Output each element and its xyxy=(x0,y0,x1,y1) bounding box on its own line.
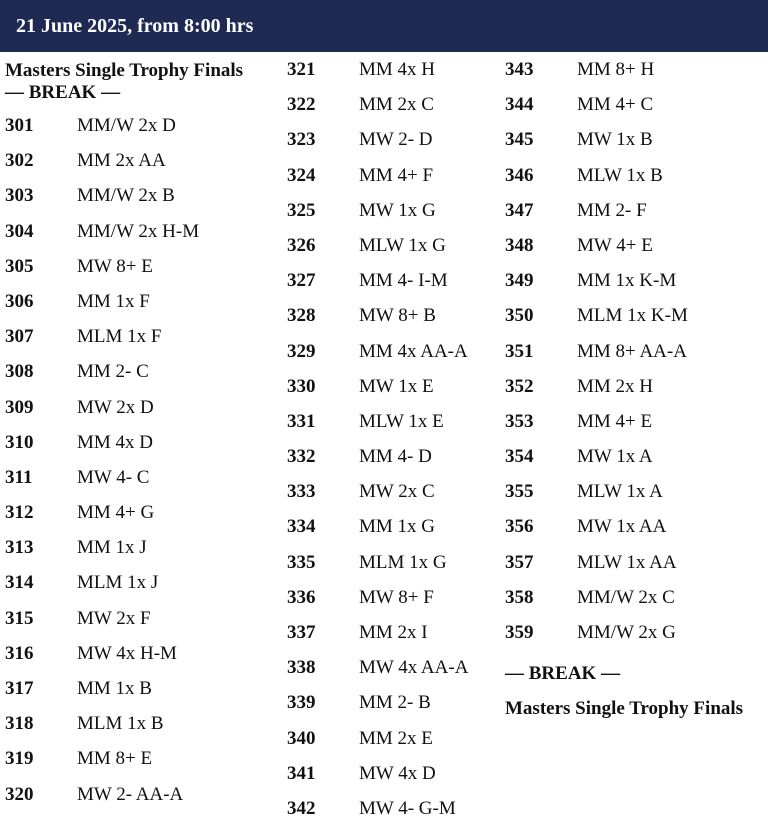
race-event: MW 2x D xyxy=(77,396,154,418)
race-row xyxy=(287,756,497,791)
race-row xyxy=(505,87,768,122)
race-number: 327 xyxy=(287,270,316,292)
race-row xyxy=(505,439,768,474)
race-event: MM/W 2x G xyxy=(577,622,676,643)
race-event: MM 4x D xyxy=(77,431,154,453)
race-row xyxy=(505,580,768,615)
race-number: 347 xyxy=(505,199,534,221)
race-number: 339 xyxy=(287,692,316,714)
race-number: 343 xyxy=(505,59,534,80)
race-row xyxy=(287,685,497,720)
race-event: MM/W 2x H-M xyxy=(77,220,200,242)
race-event: MW 8+ F xyxy=(359,586,434,608)
race-event: MM 4- D xyxy=(359,446,432,468)
race-number: 302 xyxy=(5,150,34,172)
race-number: 342 xyxy=(287,797,316,819)
race-event: MM 4- I-M xyxy=(359,270,448,292)
race-number: 322 xyxy=(287,94,316,116)
race-number: 311 xyxy=(5,466,33,488)
race-row xyxy=(505,52,768,87)
race-number: 310 xyxy=(5,431,34,453)
race-row xyxy=(5,706,280,741)
race-row xyxy=(5,460,280,495)
race-row xyxy=(287,52,497,87)
race-event: MLW 1x AA xyxy=(577,551,677,573)
race-number: 325 xyxy=(287,199,316,221)
race-event: MW 1x AA xyxy=(577,516,667,538)
race-event: MLM 1x J xyxy=(77,572,159,594)
race-row xyxy=(287,615,497,650)
race-row xyxy=(287,580,497,615)
trailing-notes xyxy=(505,656,768,726)
race-row xyxy=(287,228,497,263)
race-event: MLW 1x G xyxy=(359,234,446,256)
schedule-column-3 xyxy=(505,60,768,727)
race-event: MW 2- AA-A xyxy=(77,783,184,805)
race-event: MM/W 2x D xyxy=(77,115,176,136)
race-number: 350 xyxy=(505,305,534,327)
race-row xyxy=(287,87,497,122)
race-event: MW 4+ E xyxy=(577,234,653,256)
race-number: 336 xyxy=(287,586,316,608)
race-number: 355 xyxy=(505,481,534,503)
race-event: MW 4- G-M xyxy=(359,797,456,819)
race-number: 305 xyxy=(5,255,34,277)
schedule-column-1 xyxy=(5,60,280,812)
race-list xyxy=(287,52,497,826)
race-row xyxy=(5,143,280,178)
race-number: 359 xyxy=(505,622,534,643)
race-event: MW 4x AA-A xyxy=(359,657,469,679)
race-number: 306 xyxy=(5,290,34,312)
race-event: MM 1x G xyxy=(359,516,436,538)
race-event: MLM 1x K-M xyxy=(577,305,688,327)
race-number: 307 xyxy=(5,326,34,348)
race-event: MM 1x J xyxy=(77,537,147,559)
race-row xyxy=(5,354,280,389)
race-number: 346 xyxy=(505,164,534,186)
race-row xyxy=(5,777,280,812)
race-event: MM 1x B xyxy=(77,678,152,699)
race-event: MM 8+ E xyxy=(77,748,153,770)
masters-finals-note: Masters Single Trophy Finals xyxy=(505,698,744,720)
race-number: 354 xyxy=(505,446,534,468)
race-number: 340 xyxy=(287,727,316,749)
race-row xyxy=(505,615,768,650)
schedule-column-2 xyxy=(287,60,497,826)
race-number: 358 xyxy=(505,586,534,608)
race-row xyxy=(505,228,768,263)
race-number: 315 xyxy=(5,607,34,629)
race-event: MM 2x C xyxy=(359,94,434,116)
race-number: 309 xyxy=(5,396,34,418)
race-row xyxy=(287,193,497,228)
race-event: MW 4x H-M xyxy=(77,642,177,664)
race-row xyxy=(287,439,497,474)
race-number: 351 xyxy=(505,340,534,362)
schedule-date-title: 21 June 2025, from 8:00 hrs xyxy=(16,15,254,37)
race-number: 319 xyxy=(5,748,34,770)
race-number: 303 xyxy=(5,185,34,207)
masters-finals-note: Masters Single Trophy Finals xyxy=(5,60,244,81)
race-number: 318 xyxy=(5,713,34,735)
race-event: MM 4+ E xyxy=(577,410,653,432)
race-event: MW 1x A xyxy=(577,446,653,468)
race-row xyxy=(505,158,768,193)
race-row xyxy=(505,369,768,404)
race-row xyxy=(287,474,497,509)
race-number: 326 xyxy=(287,234,316,256)
race-number: 314 xyxy=(5,572,34,594)
break-note: — BREAK — xyxy=(505,663,621,685)
race-event: MW 1x E xyxy=(359,375,434,397)
race-row xyxy=(5,671,280,706)
race-event: MM 8+ H xyxy=(577,59,655,80)
race-number: 341 xyxy=(287,762,316,784)
race-row xyxy=(287,334,497,369)
race-row xyxy=(287,545,497,580)
race-row xyxy=(287,509,497,544)
race-row xyxy=(5,425,280,460)
race-event: MLM 1x G xyxy=(359,551,447,573)
race-event: MW 4x D xyxy=(359,762,436,784)
race-number: 338 xyxy=(287,657,316,679)
race-number: 324 xyxy=(287,164,316,186)
race-number: 331 xyxy=(287,410,316,432)
race-row xyxy=(287,122,497,157)
race-row xyxy=(287,369,497,404)
race-number: 321 xyxy=(287,59,316,80)
race-event: MLW 1x B xyxy=(577,164,663,186)
race-event: MM/W 2x C xyxy=(577,586,675,608)
race-row xyxy=(505,404,768,439)
race-event: MM 4x H xyxy=(359,59,436,80)
race-event: MW 1x G xyxy=(359,199,436,221)
race-event: MW 2x C xyxy=(359,481,435,503)
race-row xyxy=(5,530,280,565)
race-event: MM 2x E xyxy=(359,727,433,749)
race-event: MM 4+ C xyxy=(577,94,654,116)
race-number: 329 xyxy=(287,340,316,362)
race-number: 344 xyxy=(505,94,534,116)
race-row xyxy=(5,108,280,143)
race-row xyxy=(287,263,497,298)
race-event: MW 2x F xyxy=(77,607,151,629)
race-event: MW 8+ B xyxy=(359,305,436,327)
race-number: 348 xyxy=(505,234,534,256)
race-number: 316 xyxy=(5,642,34,664)
race-row xyxy=(5,214,280,249)
race-event: MM 2x AA xyxy=(77,150,166,172)
race-row xyxy=(5,495,280,530)
race-event: MM 1x K-M xyxy=(577,270,677,292)
race-event: MM/W 2x B xyxy=(77,185,175,207)
race-row xyxy=(287,650,497,685)
race-number: 323 xyxy=(287,129,316,151)
race-row xyxy=(5,636,280,671)
race-event: MW 1x B xyxy=(577,129,653,151)
race-event: MM 1x F xyxy=(77,290,150,312)
race-row xyxy=(5,601,280,636)
race-row xyxy=(5,249,280,284)
race-row xyxy=(505,509,768,544)
race-number: 332 xyxy=(287,446,316,468)
race-row xyxy=(287,404,497,439)
race-row xyxy=(287,298,497,333)
race-row xyxy=(505,298,768,333)
race-event: MM 4+ F xyxy=(359,164,434,186)
race-number: 335 xyxy=(287,551,316,573)
race-event: MM 2x I xyxy=(359,622,428,643)
race-number: 312 xyxy=(5,502,34,524)
race-event: MW 2- D xyxy=(359,129,433,151)
race-number: 313 xyxy=(5,537,34,559)
race-event: MLW 1x E xyxy=(359,410,444,432)
race-event: MM 2- F xyxy=(577,199,647,221)
race-event: MLM 1x B xyxy=(77,713,164,735)
race-event: MM 2- B xyxy=(359,692,431,714)
race-row xyxy=(5,319,280,354)
break-note: — BREAK — xyxy=(5,82,121,103)
race-number: 328 xyxy=(287,305,316,327)
race-event: MW 4- C xyxy=(77,466,150,488)
race-row xyxy=(505,263,768,298)
race-number: 317 xyxy=(5,678,34,699)
race-row xyxy=(5,390,280,425)
race-number: 345 xyxy=(505,129,534,151)
race-number: 349 xyxy=(505,270,534,292)
race-number: 330 xyxy=(287,375,316,397)
schedule-header xyxy=(0,0,768,52)
race-number: 304 xyxy=(5,220,34,242)
race-row xyxy=(287,791,497,826)
race-row xyxy=(287,721,497,756)
race-number: 308 xyxy=(5,361,34,383)
race-event: MLM 1x F xyxy=(77,326,162,348)
race-number: 334 xyxy=(287,516,316,538)
race-number: 356 xyxy=(505,516,534,538)
race-row xyxy=(505,474,768,509)
race-row xyxy=(287,158,497,193)
race-event: MM 8+ AA-A xyxy=(577,340,687,362)
race-number: 337 xyxy=(287,622,316,643)
race-event: MM 2- C xyxy=(77,361,149,383)
race-number: 333 xyxy=(287,481,316,503)
race-row xyxy=(5,284,280,319)
race-row xyxy=(5,178,280,213)
race-row xyxy=(505,193,768,228)
race-row xyxy=(505,122,768,157)
race-row xyxy=(505,545,768,580)
race-row xyxy=(505,334,768,369)
race-row xyxy=(5,565,280,600)
race-list xyxy=(505,52,768,650)
race-number: 352 xyxy=(505,375,534,397)
race-number: 353 xyxy=(505,410,534,432)
race-event: MM 2x H xyxy=(577,375,654,397)
race-list xyxy=(5,108,280,812)
race-event: MW 8+ E xyxy=(77,255,153,277)
race-number: 357 xyxy=(505,551,534,573)
race-number: 320 xyxy=(5,783,34,805)
race-number: 301 xyxy=(5,115,34,136)
race-row xyxy=(5,741,280,776)
schedule-columns xyxy=(0,52,768,834)
race-event: MLW 1x A xyxy=(577,481,663,503)
race-event: MM 4+ G xyxy=(77,502,155,524)
race-event: MM 4x AA-A xyxy=(359,340,468,362)
